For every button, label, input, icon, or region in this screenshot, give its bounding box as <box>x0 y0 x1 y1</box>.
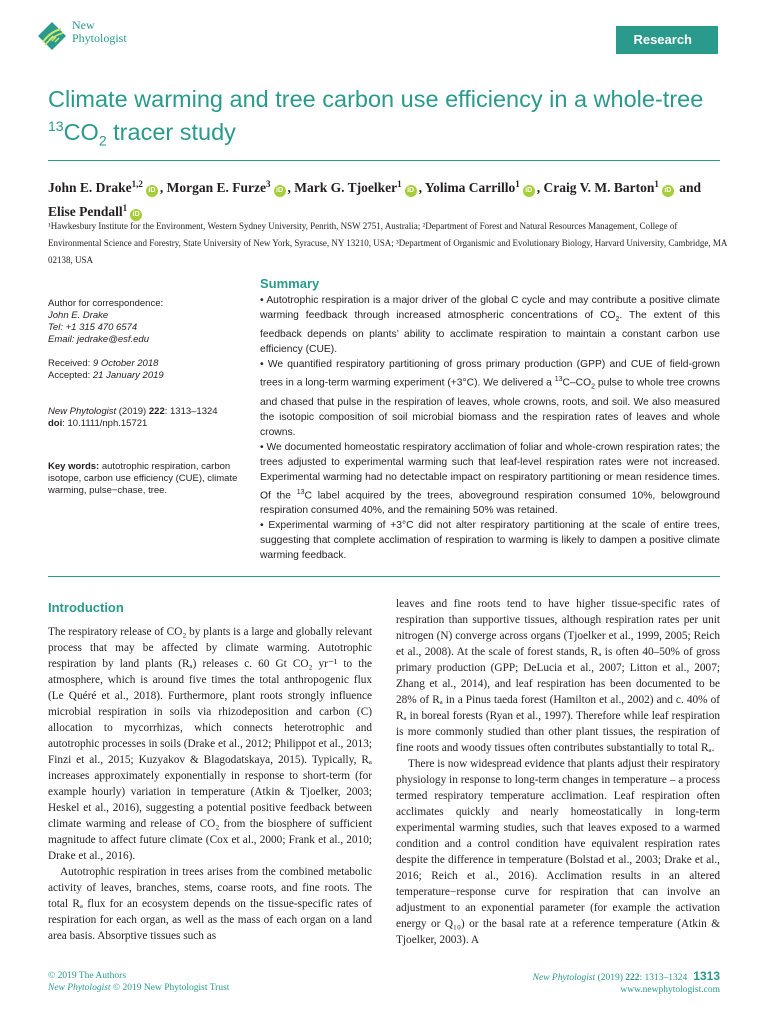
footer-copyright <box>48 970 229 994</box>
citation-block <box>48 406 248 430</box>
footer-citation <box>470 970 720 996</box>
corr-tel: Tel: +1 315 470 6574 <box>48 322 138 333</box>
page-number: 1313 <box>693 969 720 983</box>
title-divider <box>48 160 720 161</box>
keywords-block <box>48 461 244 497</box>
journal-name-line2: Phytologist <box>72 31 127 45</box>
affiliations: ¹Hawkesbury Institute for the Environment, Western Sydney University, Penrith, NSW 2751, Australia; ²Department of Forest and Natural Resources Management, College of Environmental Science and Forestry, State University of New York, Syracuse, NY 13210, USA; ³Department of Organismic and Evolutionary Biology, Harvard University, Cambridge, MA 02138, USA <box>48 221 727 265</box>
orcid-icon[interactable]: iD <box>662 185 674 197</box>
intro-paragraph-3: leaves and fine roots tend to have higher tissue-specific rates of respiration than supportive tissues, although respiration rates per unit nitrogen (N) converge across organs (Tjoelker et al., 1999, 2005; Reich et al., 2008). At the scale of forest stands, Rₐ is often 40–50% of gross primary production (GPP; DeLucia et al., 2007; Litton et al., 2007; Zhang et al., 2014), and leaf respiration has been documented to be 28% of Rₐ in a Pinus taeda forest (Hamilton et al., 2002) and c. 40% of Rₐ in boreal forests (Ryan et al., 1997). Therefore while leaf respiration is more commonly studied than other plant tissues, the respiration of fine roots and woody tissues often contributes substantially to total Rₐ. <box>396 598 720 754</box>
summary-bullet-3: • We documented homeostatic respiratory acclimation of foliar and whole-crown respiration rates; the trees adjusted to experimental warming such that leaf-level respiration rates were not increased. Experimental warming had no detectable impact on respiratory partitioning or mean residence times. Of the $^{13}$C label acquired by the trees, aboveground respiration consumed 10%, belowground respiration consumed 40%, and the remaining 50% was retained. <box>260 441 721 516</box>
summary-bullet-2: • We quantified respiratory partitioning of gross primary production (GPP) and CUE of field-grown trees in a long-term warming experiment (+3°C). We delivered a $^{13}C-CO_2$ pulse to whole tree crowns and chased that pulse in the respiration of leaves, whole crowns, roots, and soil. We also measured the isotopic composition of soil microbial biomass and the respiration rates of leaves and whole crowns. <box>260 359 720 438</box>
keywords-label: Key words: <box>48 461 100 472</box>
received-label: Received: <box>48 358 93 369</box>
title-line1: Climate warming and tree carbon use efficiency in a whole-tree <box>48 86 704 112</box>
article-title <box>48 86 728 155</box>
section-badge: Research <box>616 26 718 54</box>
correspondence-block <box>48 298 248 346</box>
copyright-line1: © 2019 The Authors <box>48 971 127 981</box>
journal-name <box>72 19 127 45</box>
body-column-left <box>48 624 372 944</box>
journal-logo-icon <box>36 20 68 52</box>
author-name: John E. Drake <box>48 180 132 195</box>
author-name: Yolima Carrillo <box>424 180 516 195</box>
author-separator: and <box>675 180 702 195</box>
footer-journal: New Phytologist <box>532 973 596 983</box>
author-affiliation-marker: 1 <box>654 179 659 189</box>
title-end: tracer study <box>106 118 236 145</box>
author-separator: , <box>287 180 295 195</box>
orcid-icon[interactable]: iD <box>405 185 417 197</box>
author-name: Morgan E. Furze <box>166 180 266 195</box>
author-affiliation-marker: 3 <box>266 179 271 189</box>
orcid-icon[interactable]: iD <box>523 185 535 197</box>
summary-bullet-1: • Autotrophic respiration is a major driver of the global C cycle and may contribute a positive climate warming feedback through increased atmospheric concentrations of $CO_2$. The extent of this feedback depends on plants’ ability to acclimate respiration to maintain a constant carbon use efficiency (CUE). <box>260 295 720 356</box>
keywords-text: autotrophic respiration, carbon isotope, carbon use efficiency (CUE), climate warming, pulse−chase, tree. <box>48 461 238 496</box>
footer-url[interactable]: www.newphytologist.com <box>620 985 720 995</box>
dates-block <box>48 358 248 382</box>
accepted-label: Accepted: <box>48 370 93 381</box>
orcid-icon[interactable]: iD <box>130 209 142 221</box>
author-separator: , <box>159 180 167 195</box>
author-name: Craig V. M. Barton <box>543 180 655 195</box>
title-subscript: 2 <box>98 132 107 149</box>
cite-volume: 222 <box>148 406 165 417</box>
author-affiliation-marker: 1 <box>122 203 128 213</box>
title-isotope: 13 <box>48 118 64 134</box>
summary-divider <box>48 576 720 577</box>
cite-journal: New Phytologist <box>48 406 117 417</box>
footer-year: (2019) <box>595 973 626 983</box>
author-name: Mark G. Tjoelker <box>294 180 398 195</box>
copyright-line2: © 2019 New Phytologist Trust <box>110 983 230 993</box>
orcid-icon[interactable]: iD <box>274 185 286 197</box>
author-affiliation-marker: 1 <box>397 179 402 189</box>
corr-email[interactable]: Email: jedrake@esf.edu <box>48 334 149 345</box>
author-affiliation-marker: 1 <box>515 179 520 189</box>
author-name: Elise Pendall <box>48 204 123 219</box>
title-co: CO <box>63 118 99 145</box>
intro-paragraph-2: Autotrophic respiration in trees arises from the combined metabolic activity of leaves, branches, stems, coarse roots, and fine roots. The total Rₐ flux for an ecosystem depends on the tissue-specific rates of respiration for each organ, as well as the mass of each organ on a land area basis. Absorptive tissues such as <box>48 866 372 942</box>
corr-label: Author for correspondence: <box>48 298 164 309</box>
author-affiliation-marker: 1,2 <box>131 179 143 189</box>
cite-year: (2019) <box>116 406 149 417</box>
intro-paragraph-4: There is now widespread evidence that plants adjust their respiratory physiology in response to long-term changes in temperature – a process termed respiratory temperature acclimation. Leaf respiration often acclimates quickly and nearly homeostatically in long-term experimental warming studies, such that leaves exposed to a warmed condition and a control condition have equivalent respiration rates despite the difference in temperature (Bolstad et al., 2003; Drake et al., 2016; Reich et al., 2016). Acclimation results in an altered temperature−response curve for respiration that can involve an adjustment to an exponential parameter (for example the activation energy or Q₁₀) or the basal rate at a reference temperature (Atkin & Tjoelker, 2003). A <box>396 758 720 946</box>
introduction-heading: Introduction <box>48 600 124 615</box>
summary-bullet-4: • Experimental warming of +3°C did not alter respiratory partitioning at the scale of entire trees, suggesting that complete acclimation of respiration to warming is likely to dampen a positive climate warming feedback. <box>260 519 720 561</box>
orcid-icon[interactable]: iD <box>146 185 158 197</box>
cite-pages: : 1313–1324 <box>164 406 218 417</box>
received-date: 9 October 2018 <box>92 358 159 369</box>
doi-label: doi <box>48 418 63 429</box>
accepted-date: 21 January 2019 <box>92 370 164 381</box>
author-separator: , <box>418 180 425 195</box>
author-list <box>48 174 728 222</box>
summary-heading: Summary <box>260 276 320 291</box>
author-separator: , <box>536 180 544 195</box>
corr-name: John E. Drake <box>48 310 109 321</box>
body-column-right <box>396 596 720 948</box>
doi-value[interactable]: : 10.1111/nph.15721 <box>62 418 148 429</box>
copyright-journal: New Phytologist <box>48 983 111 993</box>
journal-name-line1: New <box>72 18 95 32</box>
footer-pages: : 1313–1324 <box>639 973 688 983</box>
summary-box <box>260 293 720 563</box>
intro-paragraph-1: The respiratory release of CO₂ by plants is a large and globally relevant process that may be affected by climate warming. Autotrophic respiration by land plants (Rₐ) releases c. 60 Gt CO₂ yr⁻¹ to the atmosphere, which is around five times the total anthropogenic flux (Le Quéré et al., 2018). Furthermore, plant roots strongly influence microbial respiration in soils via rhizodeposition and carbon (C) allocation to mycorrhizas, which connects heterotrophic and autotrophic processes in soils (Drake et al., 2012; Philippot et al., 2013; Finzi et al., 2015; Kuzyakov & Blagodatskaya, 2015). Typically, Rₐ increases approximately exponentially in response to short-term (for example hourly) variation in temperature (Atkin & Tjoelker, 2003; Heskel et al., 2016), suggesting a potential positive feedback between climate warming and release of CO₂ from the biosphere of sufficient magnitude to affect future climate (Cox et al., 2000; Frank et al., 2010; Drake et al., 2016). <box>48 626 372 862</box>
footer-volume: 222 <box>625 973 640 983</box>
